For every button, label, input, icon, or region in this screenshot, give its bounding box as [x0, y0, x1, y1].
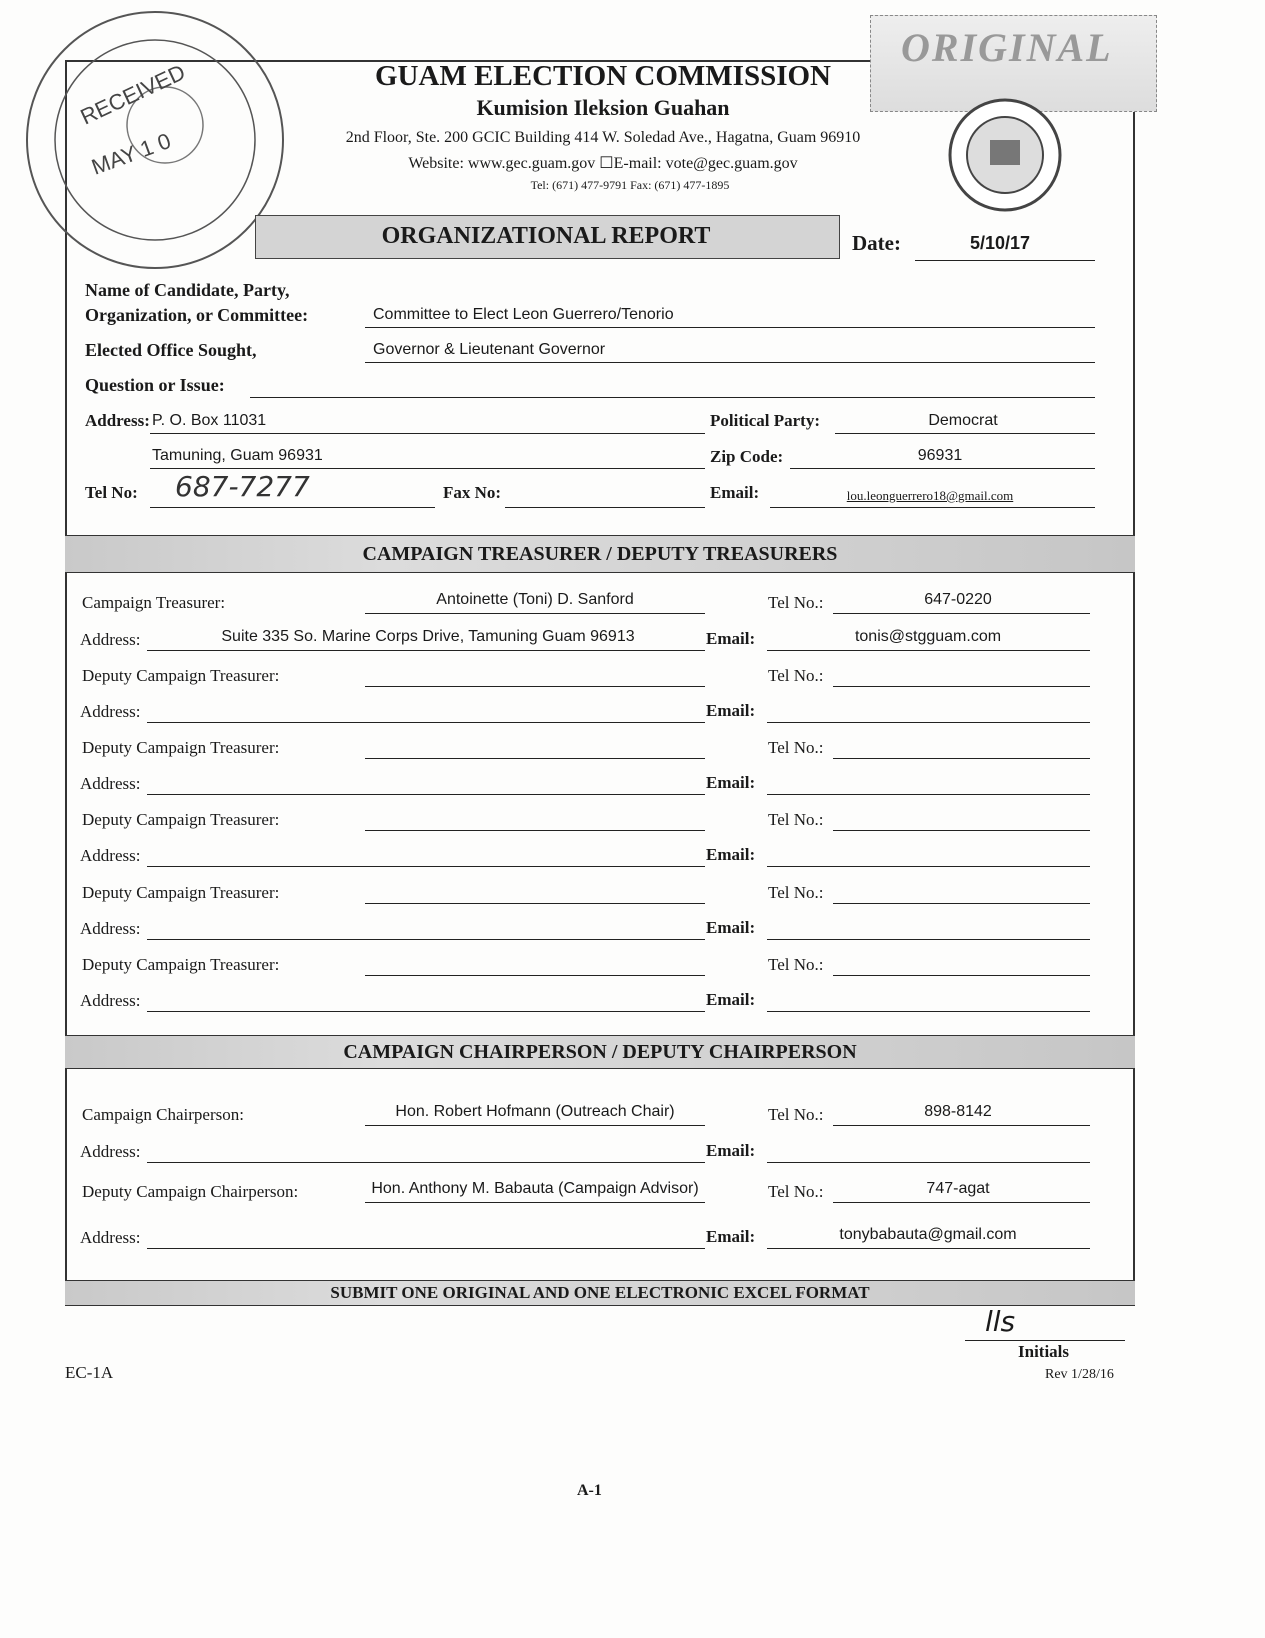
- email-field[interactable]: lou.leonguerrero18@gmail.com: [846, 488, 1014, 503]
- email-underline: [767, 722, 1090, 723]
- zip-field[interactable]: 96931: [917, 447, 963, 464]
- address-underline: [147, 1248, 705, 1249]
- question-field[interactable]: [250, 397, 1095, 398]
- name-underline: [365, 830, 705, 831]
- email-label: Email:: [706, 1141, 756, 1160]
- email-label: Email:: [710, 483, 760, 502]
- address-label: Address:: [80, 991, 141, 1010]
- commission-address: 2nd Floor, Ste. 200 GCIC Building 414 W. Soledad Ave., Hagatna, Guam 96910: [345, 129, 861, 146]
- form-id: EC-1A: [65, 1363, 114, 1382]
- address-underline: [147, 794, 705, 795]
- commission-phone: Tel: (671) 477-9791 Fax: (671) 477-1895: [530, 178, 730, 192]
- tel-label: Tel No.:: [768, 1182, 824, 1201]
- date-label: Date:: [852, 231, 901, 255]
- tel-label: Tel No.:: [768, 1105, 824, 1124]
- tel-label: Tel No:: [85, 483, 138, 502]
- tel-label: Tel No.:: [768, 666, 824, 685]
- address-line-1[interactable]: P. O. Box 11031: [152, 412, 267, 429]
- email-label: Email:: [706, 990, 756, 1009]
- address-label: Address:: [85, 411, 150, 430]
- person-role-label: Campaign Chairperson:: [82, 1105, 244, 1124]
- tel-underline: [833, 1202, 1090, 1203]
- person-role-label: Deputy Campaign Treasurer:: [82, 955, 280, 974]
- email-underline: [767, 1011, 1090, 1012]
- name-underline: [365, 613, 705, 614]
- tel-underline: [833, 1125, 1090, 1126]
- received-date: MAY 1 0: [88, 128, 175, 180]
- address-label: Address:: [80, 630, 141, 649]
- address-underline: [147, 939, 705, 940]
- address-underline: [147, 1162, 705, 1163]
- email-label: Email:: [706, 1227, 756, 1246]
- tel-label: Tel No.:: [768, 738, 824, 757]
- submit-instructions: SUBMIT ONE ORIGINAL AND ONE ELECTRONIC EXCEL FORMAT: [65, 1280, 1135, 1306]
- organization-label: Organization, or Committee:: [85, 305, 309, 325]
- address-label: Address:: [80, 702, 141, 721]
- address-underline: [147, 722, 705, 723]
- gec-seal: [945, 95, 1065, 215]
- revision: Rev 1/28/16: [1045, 1367, 1114, 1382]
- person-role-label: Deputy Campaign Chairperson:: [82, 1182, 299, 1201]
- fax-field[interactable]: [505, 507, 705, 508]
- person-role-label: Deputy Campaign Treasurer:: [82, 666, 280, 685]
- zip-label: Zip Code:: [710, 447, 784, 466]
- name-underline: [365, 903, 705, 904]
- address-label: Address:: [80, 919, 141, 938]
- email-field[interactable]: tonis@stgguam.com: [854, 628, 1002, 645]
- tel-underline: [833, 903, 1090, 904]
- treasurer-heading: CAMPAIGN TREASURER / DEPUTY TREASURERS: [65, 535, 1135, 573]
- person-role-label: Deputy Campaign Treasurer:: [82, 883, 280, 902]
- address-underline: [147, 650, 705, 651]
- received-stamp: [15, 5, 295, 275]
- tel-field[interactable]: 687-7277: [175, 470, 310, 503]
- report-title-box: [255, 215, 840, 259]
- address-label: Address:: [80, 774, 141, 793]
- person-role-label: Deputy Campaign Treasurer:: [82, 810, 280, 829]
- email-label: Email:: [706, 629, 756, 648]
- party-label: Political Party:: [710, 411, 820, 430]
- address-underline: [147, 1011, 705, 1012]
- tel-label: Tel No.:: [768, 593, 824, 612]
- tel-label: Tel No.:: [768, 810, 824, 829]
- email-label: Email:: [706, 918, 756, 937]
- address-field[interactable]: Suite 335 So. Marine Corps Drive, Tamuning Guam 96913: [221, 628, 635, 645]
- page-number: A-1: [577, 1482, 602, 1499]
- person-role-label: Deputy Campaign Treasurer:: [82, 738, 280, 757]
- email-label: Email:: [706, 845, 756, 864]
- party-field[interactable]: Democrat: [928, 412, 998, 429]
- person-name-field[interactable]: Antoinette (Toni) D. Sanford: [436, 591, 634, 608]
- tel-underline: [833, 830, 1090, 831]
- commission-web: Website: www.gec.guam.gov ☐E-mail: vote@gec.guam.gov: [408, 155, 798, 172]
- name-underline: [365, 1202, 705, 1203]
- address-label: Address:: [80, 846, 141, 865]
- office-label: Elected Office Sought,: [85, 340, 257, 360]
- received-text: RECEIVED: [76, 59, 190, 130]
- tel-field[interactable]: 747-agat: [926, 1180, 990, 1197]
- committee-name-field[interactable]: Committee to Elect Leon Guerrero/Tenorio: [373, 306, 674, 323]
- email-underline: [767, 794, 1090, 795]
- tel-underline: [833, 975, 1090, 976]
- tel-label: Tel No.:: [768, 883, 824, 902]
- name-underline: [365, 686, 705, 687]
- chair-heading: CAMPAIGN CHAIRPERSON / DEPUTY CHAIRPERSON: [65, 1035, 1135, 1069]
- tel-underline: [833, 758, 1090, 759]
- person-role-label: Campaign Treasurer:: [82, 593, 226, 612]
- address-label: Address:: [80, 1142, 141, 1161]
- tel-field[interactable]: 898-8142: [924, 1103, 992, 1120]
- address-line-2[interactable]: Tamuning, Guam 96931: [152, 447, 323, 464]
- initials-label: Initials: [1018, 1342, 1070, 1361]
- commission-title: GUAM ELECTION COMMISSION: [375, 60, 831, 92]
- email-underline: [767, 939, 1090, 940]
- person-name-field[interactable]: Hon. Robert Hofmann (Outreach Chair): [395, 1103, 675, 1120]
- office-field[interactable]: Governor & Lieutenant Governor: [373, 341, 606, 358]
- initials-signature: lls: [985, 1305, 1016, 1338]
- name-underline: [365, 975, 705, 976]
- email-label: Email:: [706, 773, 756, 792]
- email-underline: [767, 866, 1090, 867]
- address-underline: [147, 866, 705, 867]
- email-underline: [767, 650, 1090, 651]
- date-value[interactable]: 5/10/17: [969, 233, 1031, 253]
- email-label: Email:: [706, 701, 756, 720]
- tel-field[interactable]: 647-0220: [924, 591, 992, 608]
- name-underline: [365, 758, 705, 759]
- email-underline: [767, 1162, 1090, 1163]
- person-name-field[interactable]: Hon. Anthony M. Babauta (Campaign Advisor): [371, 1180, 699, 1197]
- commission-subtitle: Kumision Ileksion Guahan: [476, 95, 730, 120]
- tel-underline: [833, 613, 1090, 614]
- original-stamp: ORIGINAL: [870, 15, 1157, 112]
- name-underline: [365, 1125, 705, 1126]
- email-field[interactable]: tonybabauta@gmail.com: [839, 1226, 1017, 1243]
- email-underline: [767, 1248, 1090, 1249]
- tel-underline: [833, 686, 1090, 687]
- tel-label: Tel No.:: [768, 955, 824, 974]
- address-label: Address:: [80, 1228, 141, 1247]
- question-label: Question or Issue:: [85, 375, 225, 395]
- fax-label: Fax No:: [443, 483, 502, 502]
- report-title: ORGANIZATIONAL REPORT: [381, 223, 711, 249]
- name-label: Name of Candidate, Party,: [85, 280, 290, 300]
